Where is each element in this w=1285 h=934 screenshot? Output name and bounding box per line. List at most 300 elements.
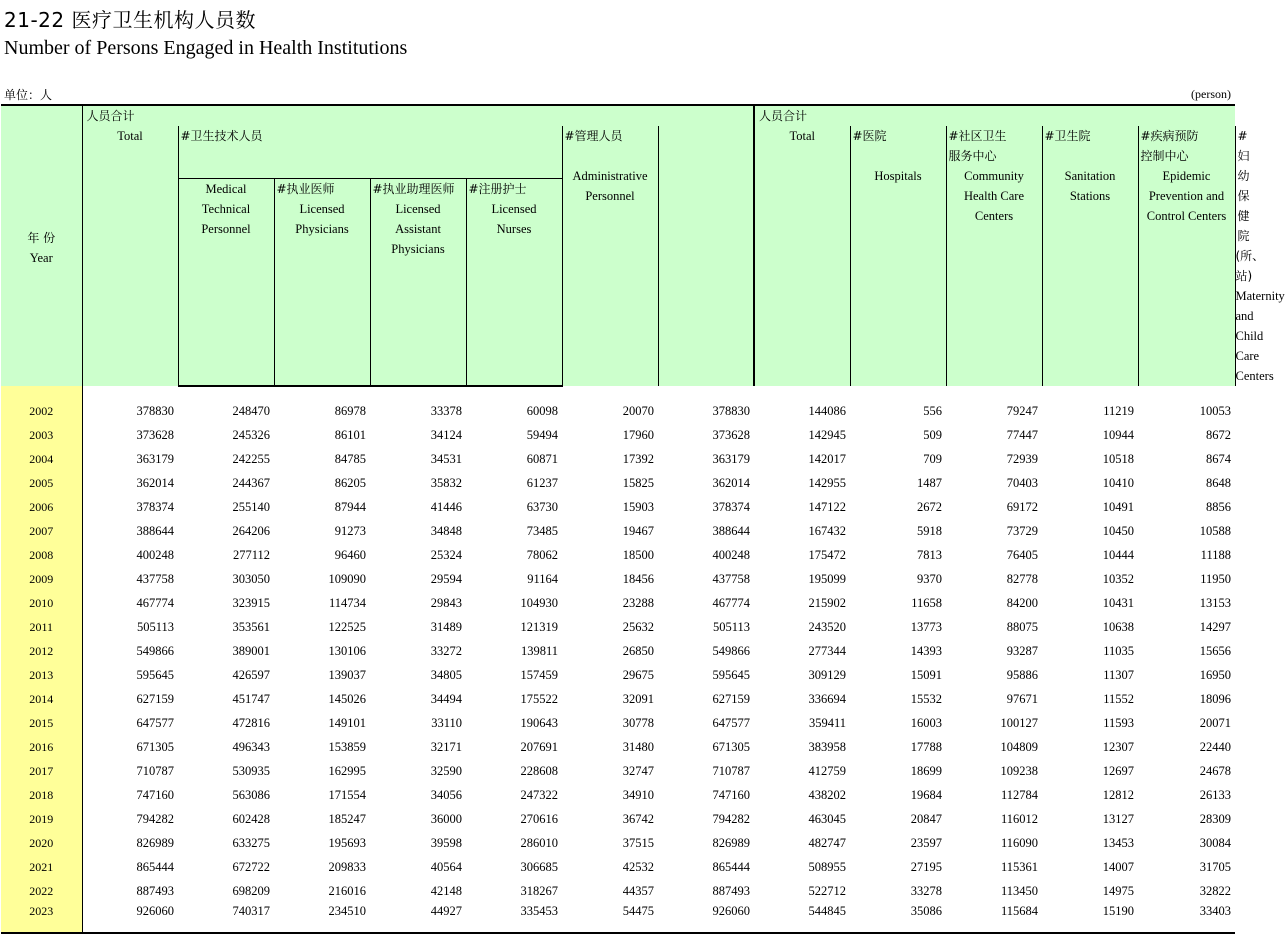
value-cell: 389001 — [232, 644, 270, 658]
total-header-b — [754, 105, 850, 386]
value-cell: 18096 — [1199, 692, 1231, 706]
table-row — [1, 637, 1235, 661]
value-cell: 18500 — [622, 548, 654, 562]
value-cell: 116012 — [1000, 812, 1038, 826]
value-cell: 11593 — [1103, 716, 1134, 730]
sanitation-en-1: Sanitation — [1064, 169, 1116, 183]
value-cell: 29843 — [430, 596, 462, 610]
value-cell: 10352 — [1102, 572, 1134, 586]
value-cell: 142945 — [808, 428, 846, 442]
value-cell: 16950 — [1199, 668, 1231, 682]
physicians-header — [274, 178, 370, 386]
value-cell: 139037 — [328, 668, 366, 682]
value-cell: 30778 — [622, 716, 654, 730]
value-cell: 31489 — [430, 620, 462, 634]
value-cell: 77447 — [1006, 428, 1038, 442]
value-cell: 142955 — [808, 476, 846, 490]
year-cell: 2008 — [1, 541, 82, 565]
value-cell: 15903 — [622, 500, 654, 514]
value-cell: 363179 — [712, 452, 750, 466]
year-cell: 2018 — [1, 781, 82, 805]
value-cell: 412759 — [808, 764, 846, 778]
value-cell: 11035 — [1103, 644, 1134, 658]
value-cell: 9370 — [917, 572, 942, 586]
table-row — [1, 661, 1235, 685]
value-cell: 378374 — [136, 500, 174, 514]
year-cell: 2002 — [1, 397, 82, 421]
physicians-cn: #执业医师 — [276, 181, 335, 196]
value-cell: 710787 — [136, 764, 174, 778]
spacer-cell — [82, 386, 658, 397]
value-cell: 109090 — [328, 572, 366, 586]
table-row — [1, 805, 1235, 829]
value-cell: 710787 — [712, 764, 750, 778]
value-cell: 17392 — [622, 452, 654, 466]
value-cell: 147122 — [808, 500, 846, 514]
value-cell: 114734 — [328, 596, 366, 610]
value-cell: 244367 — [232, 476, 270, 490]
value-cell: 595645 — [712, 668, 750, 682]
value-cell: 207691 — [520, 740, 558, 754]
value-cell: 44357 — [622, 884, 654, 898]
value-cell: 1487 — [917, 476, 942, 490]
value-cell: 31705 — [1199, 860, 1231, 874]
table-title-english: Number of Persons Engaged in Health Institutions — [4, 37, 408, 59]
value-cell: 76405 — [1006, 548, 1038, 562]
hospitals-en: Hospitals — [874, 169, 922, 183]
value-cell: 255140 — [232, 500, 270, 514]
value-cell: 15190 — [1042, 901, 1138, 933]
table-row — [1, 397, 1235, 421]
value-cell: 10450 — [1102, 524, 1134, 538]
value-cell: 247322 — [520, 788, 558, 802]
value-cell: 887493 — [712, 884, 750, 898]
value-cell: 12812 — [1102, 788, 1134, 802]
table-row — [1, 589, 1235, 613]
value-cell: 34124 — [430, 428, 462, 442]
value-cell: 794282 — [136, 812, 174, 826]
value-cell: 116090 — [1000, 836, 1038, 850]
value-cell: 10491 — [1102, 500, 1134, 514]
mch-cn-1: #妇幼保健院 — [1237, 129, 1250, 243]
value-cell: 122525 — [328, 620, 366, 634]
year-cell: 2003 — [1, 421, 82, 445]
medical-group-header — [178, 126, 562, 178]
value-cell: 26133 — [1199, 788, 1231, 802]
table-row — [1, 445, 1235, 469]
value-cell: 32747 — [622, 764, 654, 778]
year-cell: 2014 — [1, 685, 82, 709]
nurses-en-1: Licensed — [491, 201, 537, 216]
value-cell: 388644 — [712, 524, 750, 538]
year-header — [1, 105, 82, 386]
year-cell: 2016 — [1, 733, 82, 757]
year-cell-spacer — [1, 386, 82, 397]
sanitation-header — [1042, 126, 1138, 386]
value-cell: 185247 — [328, 812, 366, 826]
value-cell: 15656 — [1199, 644, 1231, 658]
medical-en-1: Medical — [205, 181, 247, 196]
value-cell: 82778 — [1006, 572, 1038, 586]
value-cell: 602428 — [232, 812, 270, 826]
year-cell: 2005 — [1, 469, 82, 493]
value-cell: 59494 — [526, 428, 558, 442]
value-cell: 115684 — [946, 901, 1042, 933]
value-cell: 144086 — [808, 404, 846, 418]
assistant-en-2: Assistant — [395, 221, 441, 236]
value-cell: 20071 — [1199, 716, 1231, 730]
value-cell: 378374 — [712, 500, 750, 514]
value-cell: 627159 — [712, 692, 750, 706]
value-cell: 13127 — [1102, 812, 1134, 826]
assistant-cn: #执业助理医师 — [372, 181, 455, 196]
medical-en-2: Technical — [201, 201, 251, 216]
sanitation-en-2: Stations — [1069, 189, 1111, 203]
table-row — [1, 709, 1235, 733]
total-a-cn: 人员合计 — [86, 109, 135, 123]
value-cell: 362014 — [136, 476, 174, 490]
value-cell: 15532 — [910, 692, 942, 706]
value-cell: 13153 — [1199, 596, 1231, 610]
value-cell: 12307 — [1102, 740, 1134, 754]
value-cell: 467774 — [136, 596, 174, 610]
value-cell: 530935 — [232, 764, 270, 778]
table-row — [1, 781, 1235, 805]
value-cell: 426597 — [232, 668, 270, 682]
value-cell: 463045 — [808, 812, 846, 826]
assistant-en-3: Physicians — [391, 241, 445, 256]
value-cell: 61237 — [526, 476, 558, 490]
value-cell: 104930 — [520, 596, 558, 610]
value-cell: 33278 — [910, 884, 942, 898]
physicians-en-2: Physicians — [295, 221, 349, 236]
value-cell: 87944 — [334, 500, 366, 514]
value-cell: 34494 — [430, 692, 462, 706]
total-b-en: Total — [789, 129, 815, 143]
value-cell: 28309 — [1199, 812, 1231, 826]
value-cell: 175472 — [808, 548, 846, 562]
value-cell: 18699 — [910, 764, 942, 778]
table-row — [1, 829, 1235, 853]
table-row — [1, 517, 1235, 541]
health-personnel-table: 年 份 Year 人员合计 Total 人员合计 Total #卫生技术人员 #管理人员 Administrative Personnel #医院 Hospitals #社区卫生 服务中心 Community Health Care Centers #卫生院 Sanitation Stations #疾病预防 控制中心 Epidemic Prevention and Control Centers #妇幼保健院 (所、站) Maternity and Child Care Centers Medical Technical Personnel #执业医师 Licensed Physicians #执业助理医师 Licensed Assistant Physicians #注册护士 Licensed Nurses 2002 378830 248470 86978 33378 60098 20070 378830 144086 556 79247 11219 10053 2003 373628 245326 86101 34124 59494 17960 373628 142945 509 77447 10944 8672 2004 363179 242255 84785 34531 60871 17392 363179 142017 709 72939 10518 8674 2005 362014 244367 86205 35832 61237 15825 362014 142955 1487 70403 10410 8648 2006 378374 255140 87944 41446 63730 15903 378374 147122 2672 69172 10491 8856 2007 388644 264206 91273 34848 73485 19467 388644 167432 5918 73729 10450 10588 2008 400248 277112 96460 25324 78062 18500 400248 175472 7813 76405 10444 11188 2009 437758 303050 109090 29594 91164 18456 437758 195099 9370 82778 10352 11950 2010 467774 323915 114734 29843 104930 23288 467774 215902 11658 84200 10431 13153 2011 505113 353561 122525 31489 121319 25632 505113 243520 13773 88075 10638 14297 2012 549866 389001 130106 33272 139811 26850 549866 277344 14393 93287 11035 15656 2013 595645 426597 139037 34805 157459 29675 595645 309129 15091 95886 11307 16950 2014 627159 451747 145026 34494 175522 32091 627159 336694 15532 97671 11552 18096 2015 647577 472816 149101 33110 190643 30778 647577 359411 16003 100127 11593 20071 2016 671305 496343 153859 32171 207691 31480 671305 383958 17788 104809 12307 22440 2017 710787 530935 162995 32590 228608 32747 710787 412759 18699 109238 12697 24678 2018 747160 563086 171554 34056 247322 34910 747160 438202 19684 112784 12812 26133 2019 794282 602428 185247 36000 270616 36742 794282 463045 20847 116012 13127 28309 2020 826989 633275 195693 39598 286010 37515 826989 482747 23597 116090 13453 30084 2021 865444 672722 209833 40564 306685 42532 865444 508955 27195 115361 14007 31705 2022 887493 698209 216016 42148 318267 44357 887493 522712 33278 113450 14975 32822 2023 926060 740317 234510 44927 335453 54475 926060 544845 35086 115684 15190 33403 — [1, 104, 1235, 934]
table-row — [1, 565, 1235, 589]
value-cell: 33110 — [431, 716, 462, 730]
year-cell: 2015 — [1, 709, 82, 733]
value-cell: 671305 — [712, 740, 750, 754]
value-cell: 8648 — [1206, 476, 1231, 490]
value-cell: 248470 — [232, 404, 270, 418]
value-cell: 112784 — [1000, 788, 1038, 802]
value-cell: 84785 — [334, 452, 366, 466]
table-row — [1, 421, 1235, 445]
value-cell: 32590 — [430, 764, 462, 778]
value-cell: 84200 — [1006, 596, 1038, 610]
year-cell: 2022 — [1, 877, 82, 901]
year-cell: 2011 — [1, 613, 82, 637]
table-row — [1, 541, 1235, 565]
year-cell: 2020 — [1, 829, 82, 853]
value-cell: 505113 — [712, 620, 750, 634]
value-cell: 195099 — [808, 572, 846, 586]
value-cell: 35086 — [850, 901, 946, 933]
medical-group-label: #卫生技术人员 — [180, 129, 263, 143]
value-cell: 13453 — [1102, 836, 1134, 850]
total-b-cn: 人员合计 — [759, 109, 808, 123]
admin-en-2: Personnel — [585, 189, 635, 203]
medical-header — [178, 178, 274, 386]
value-cell: 167432 — [808, 524, 846, 538]
value-cell: 234510 — [274, 901, 370, 933]
value-cell: 309129 — [808, 668, 846, 682]
value-cell: 7813 — [917, 548, 942, 562]
cdc-en-2: Prevention and — [1148, 189, 1225, 203]
community-cn-1: #社区卫生 — [948, 129, 1007, 143]
value-cell: 78062 — [526, 548, 558, 562]
value-cell: 400248 — [712, 548, 750, 562]
table-row — [1, 757, 1235, 781]
value-cell: 31480 — [622, 740, 654, 754]
value-cell: 10944 — [1102, 428, 1134, 442]
value-cell: 887493 — [136, 884, 174, 898]
value-cell: 17960 — [622, 428, 654, 442]
table-row — [1, 493, 1235, 517]
value-cell: 8672 — [1206, 428, 1231, 442]
value-cell: 508955 — [808, 860, 846, 874]
value-cell: 14007 — [1102, 860, 1134, 874]
value-cell: 303050 — [232, 572, 270, 586]
value-cell: 72939 — [1006, 452, 1038, 466]
value-cell: 286010 — [520, 836, 558, 850]
value-cell: 5918 — [917, 524, 942, 538]
value-cell: 162995 — [328, 764, 366, 778]
value-cell: 544845 — [754, 901, 850, 933]
value-cell: 27195 — [910, 860, 942, 874]
nurses-en-2: Nurses — [496, 221, 532, 236]
value-cell: 33403 — [1138, 901, 1235, 933]
value-cell: 153859 — [328, 740, 366, 754]
assistant-header — [370, 178, 466, 386]
value-cell: 139811 — [520, 644, 558, 658]
value-cell: 482747 — [808, 836, 846, 850]
value-cell: 383958 — [808, 740, 846, 754]
year-cell: 2004 — [1, 445, 82, 469]
community-en-3: Centers — [974, 209, 1014, 223]
value-cell: 97671 — [1006, 692, 1038, 706]
value-cell: 549866 — [136, 644, 174, 658]
value-cell: 33378 — [430, 404, 462, 418]
value-cell: 373628 — [136, 428, 174, 442]
nurses-cn: #注册护士 — [468, 181, 527, 196]
table-row — [1, 469, 1235, 493]
value-cell: 34910 — [622, 788, 654, 802]
value-cell: 113450 — [1000, 884, 1038, 898]
table-row — [1, 901, 1235, 933]
year-cell: 2019 — [1, 805, 82, 829]
value-cell: 647577 — [136, 716, 174, 730]
value-cell: 25324 — [430, 548, 462, 562]
year-header-en: Year — [29, 251, 53, 265]
table-row — [1, 733, 1235, 757]
value-cell: 23597 — [910, 836, 942, 850]
value-cell: 747160 — [712, 788, 750, 802]
total-header-a — [82, 105, 178, 386]
value-cell: 209833 — [328, 860, 366, 874]
value-cell: 34531 — [430, 452, 462, 466]
value-cell: 149101 — [328, 716, 366, 730]
year-cell: 2013 — [1, 661, 82, 685]
value-cell: 39598 — [430, 836, 462, 850]
value-cell: 363179 — [136, 452, 174, 466]
value-cell: 12697 — [1102, 764, 1134, 778]
value-cell: 44927 — [370, 901, 466, 933]
value-cell: 10431 — [1102, 596, 1134, 610]
value-cell: 323915 — [232, 596, 270, 610]
value-cell: 63730 — [526, 500, 558, 514]
value-cell: 362014 — [712, 476, 750, 490]
value-cell: 509 — [923, 428, 942, 442]
value-cell: 826989 — [136, 836, 174, 850]
value-cell: 865444 — [136, 860, 174, 874]
value-cell: 22440 — [1199, 740, 1231, 754]
value-cell: 15091 — [910, 668, 942, 682]
value-cell: 373628 — [712, 428, 750, 442]
value-cell: 54475 — [562, 901, 658, 933]
year-cell: 2012 — [1, 637, 82, 661]
value-cell: 88075 — [1006, 620, 1038, 634]
value-cell: 73729 — [1006, 524, 1038, 538]
value-cell: 400248 — [136, 548, 174, 562]
value-cell: 157459 — [520, 668, 558, 682]
value-cell: 29594 — [430, 572, 462, 586]
admin-header — [562, 126, 658, 386]
cdc-en-1: Epidemic — [1162, 169, 1211, 183]
nurses-header — [466, 178, 562, 386]
value-cell: 69172 — [1006, 500, 1038, 514]
value-cell: 709 — [923, 452, 942, 466]
value-cell: 60871 — [526, 452, 558, 466]
value-cell: 42532 — [622, 860, 654, 874]
value-cell: 20070 — [622, 404, 654, 418]
cdc-en-3: Control Centers — [1146, 209, 1227, 223]
value-cell: 438202 — [808, 788, 846, 802]
physicians-en-1: Licensed — [299, 201, 345, 216]
value-cell: 93287 — [1006, 644, 1038, 658]
value-cell: 353561 — [232, 620, 270, 634]
value-cell: 595645 — [136, 668, 174, 682]
value-cell: 16003 — [910, 716, 942, 730]
value-cell: 306685 — [520, 860, 558, 874]
value-cell: 33272 — [430, 644, 462, 658]
value-cell: 336694 — [808, 692, 846, 706]
value-cell: 10588 — [1199, 524, 1231, 538]
value-cell: 216016 — [328, 884, 366, 898]
header-spacer — [178, 105, 658, 126]
value-cell: 32091 — [622, 692, 654, 706]
value-cell: 245326 — [232, 428, 270, 442]
year-cell: 2007 — [1, 517, 82, 541]
value-cell: 8674 — [1206, 452, 1231, 466]
value-cell: 41446 — [430, 500, 462, 514]
value-cell: 264206 — [232, 524, 270, 538]
hospitals-header — [850, 126, 946, 386]
value-cell: 171554 — [328, 788, 366, 802]
value-cell: 104809 — [1000, 740, 1038, 754]
value-cell: 100127 — [1000, 716, 1038, 730]
value-cell: 242255 — [232, 452, 270, 466]
value-cell: 14975 — [1102, 884, 1134, 898]
value-cell: 121319 — [520, 620, 558, 634]
table-row — [1, 613, 1235, 637]
value-cell: 34805 — [430, 668, 462, 682]
value-cell: 228608 — [520, 764, 558, 778]
value-cell: 40564 — [430, 860, 462, 874]
value-cell: 79247 — [1006, 404, 1038, 418]
year-cell: 2010 — [1, 589, 82, 613]
value-cell: 671305 — [136, 740, 174, 754]
value-cell: 190643 — [520, 716, 558, 730]
value-cell: 451747 — [232, 692, 270, 706]
value-cell: 2672 — [917, 500, 942, 514]
value-cell: 215902 — [808, 596, 846, 610]
value-cell: 91273 — [334, 524, 366, 538]
hospitals-cn: #医院 — [852, 129, 887, 143]
value-cell: 195693 — [328, 836, 366, 850]
value-cell: 95886 — [1006, 668, 1038, 682]
value-cell: 37515 — [622, 836, 654, 850]
value-cell: 142017 — [808, 452, 846, 466]
value-cell: 10053 — [1199, 404, 1231, 418]
value-cell: 109238 — [1000, 764, 1038, 778]
value-cell: 115361 — [1000, 860, 1038, 874]
value-cell: 25632 — [622, 620, 654, 634]
value-cell: 32171 — [430, 740, 462, 754]
table-body — [1, 386, 1235, 933]
unit-label-english: (person) — [1191, 87, 1231, 101]
unit-label: 单位：人 — [4, 88, 53, 102]
value-cell: 34056 — [430, 788, 462, 802]
value-cell: 437758 — [136, 572, 174, 586]
sanitation-cn: #卫生院 — [1044, 129, 1091, 143]
header-spacer-b — [850, 105, 1235, 126]
value-cell: 10410 — [1102, 476, 1134, 490]
value-cell: 26850 — [622, 644, 654, 658]
value-cell: 522712 — [808, 884, 846, 898]
value-cell: 865444 — [712, 860, 750, 874]
assistant-en-1: Licensed — [395, 201, 441, 216]
value-cell: 11950 — [1200, 572, 1231, 586]
value-cell: 145026 — [328, 692, 366, 706]
value-cell: 549866 — [712, 644, 750, 658]
value-cell: 42148 — [430, 884, 462, 898]
value-cell: 335453 — [466, 901, 562, 933]
value-cell: 11552 — [1103, 692, 1134, 706]
value-cell: 35832 — [430, 476, 462, 490]
admin-en-1: Administrative — [572, 169, 648, 183]
value-cell: 359411 — [808, 716, 846, 730]
community-header — [946, 126, 1042, 386]
value-cell: 15825 — [622, 476, 654, 490]
value-cell: 14393 — [910, 644, 942, 658]
value-cell: 11307 — [1103, 668, 1134, 682]
value-cell: 472816 — [232, 716, 270, 730]
year-cell: 2009 — [1, 565, 82, 589]
body-spacer-row — [1, 386, 1235, 397]
value-cell: 11658 — [911, 596, 942, 610]
spacer-cell-b — [658, 386, 1235, 397]
value-cell: 11219 — [1103, 404, 1134, 418]
cdc-cn-1: #疾病预防 — [1140, 129, 1199, 143]
